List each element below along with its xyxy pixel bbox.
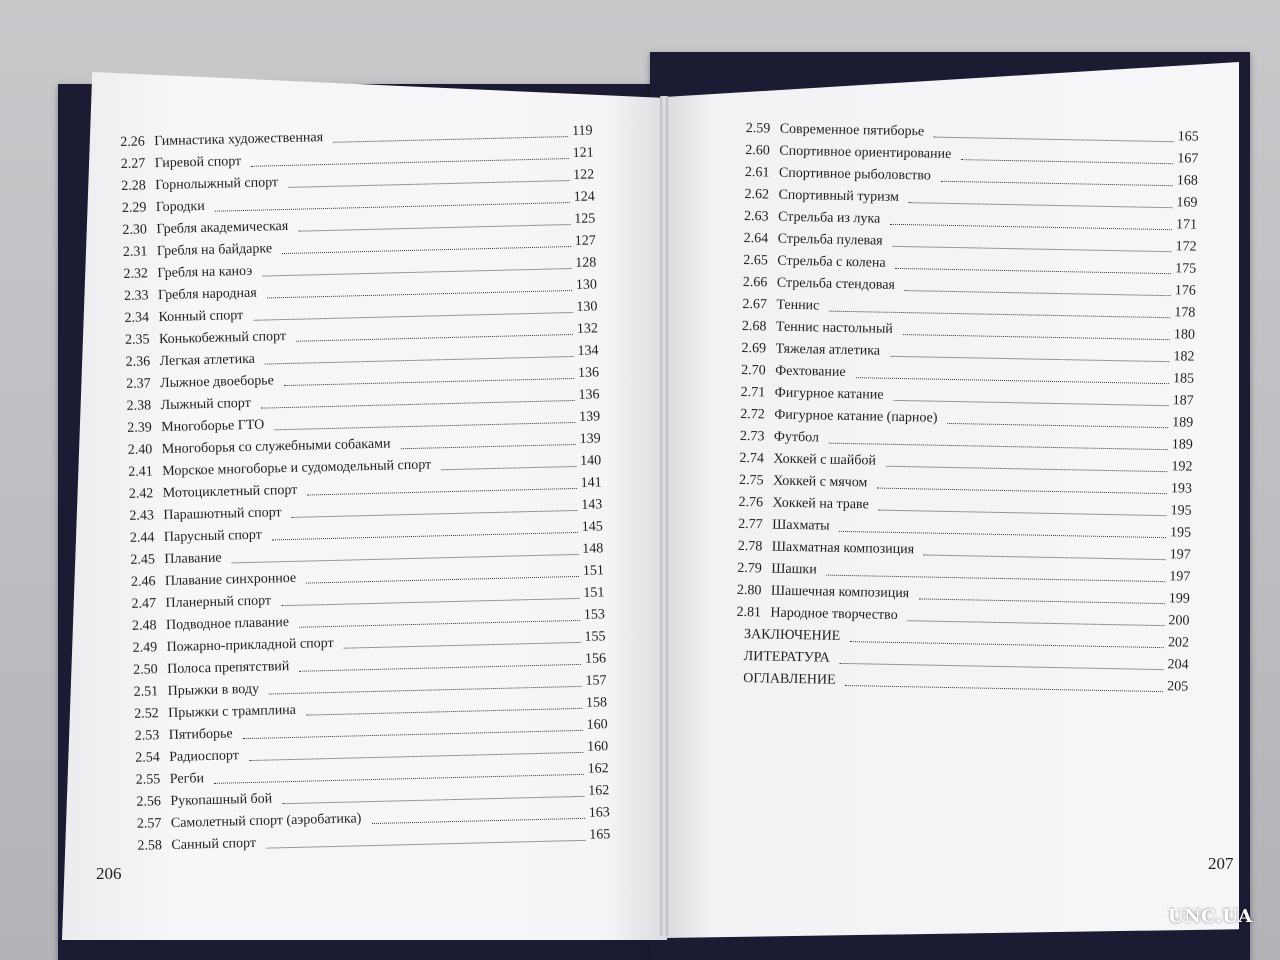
book-spine-gutter — [660, 96, 668, 936]
toc-dot-leader — [886, 466, 1167, 472]
toc-entry-page: 171 — [1175, 217, 1198, 233]
toc-entry-number: 2.27 — [120, 156, 146, 172]
toc-dot-leader — [288, 180, 569, 188]
toc-entry-page: 162 — [587, 761, 609, 777]
toc-dot-leader — [924, 554, 1166, 560]
toc-entry-number: 2.75 — [738, 472, 764, 489]
toc-dot-leader — [441, 466, 576, 470]
toc-entry-page: 178 — [1174, 305, 1196, 321]
toc-entry-label — [129, 505, 288, 524]
toc-entry-label — [127, 417, 270, 435]
toc-entry-number: 2.28 — [121, 178, 147, 194]
toc-entry-title: Полоса препятствий — [166, 659, 290, 678]
toc-entry-title: Городки — [155, 198, 205, 216]
toc-entry-label — [746, 121, 931, 140]
toc-entry-number: 2.33 — [123, 288, 149, 304]
toc-entry-title: Стрельба с колена — [777, 253, 886, 271]
toc-entry-number: 2.70 — [741, 362, 766, 379]
toc-entry-number: 2.64 — [743, 230, 769, 247]
toc-entry-title: Регби — [169, 771, 205, 787]
toc-dot-leader — [829, 443, 1168, 451]
toc-entry-number: 2.36 — [125, 354, 151, 370]
toc-dot-leader — [961, 159, 1173, 164]
toc-entry-page: 160 — [586, 739, 609, 755]
toc-entry-label — [742, 297, 825, 314]
toc-entry-page: 185 — [1172, 371, 1195, 387]
toc-entry-page: 180 — [1173, 327, 1196, 343]
toc-entry-number: 2.76 — [738, 494, 764, 511]
toc-entry-number: 2.78 — [737, 538, 763, 555]
toc-entry-title: Рукопашный бой — [170, 791, 273, 809]
toc-entry-label — [745, 143, 957, 162]
toc-entry-title: Футбол — [773, 429, 820, 446]
toc-entry-title: Легкая атлетика — [159, 351, 256, 370]
toc-entry-label — [740, 429, 825, 446]
toc-entry-title: Стрельба из лука — [777, 209, 881, 227]
toc-dot-leader — [299, 664, 581, 672]
toc-entry-page: 124 — [573, 189, 595, 205]
toc-dot-leader — [934, 137, 1174, 143]
toc-entry-page: 156 — [584, 651, 607, 667]
toc-entry-page: 197 — [1169, 547, 1191, 563]
toc-entry-page: 169 — [1176, 195, 1198, 211]
toc-entry-page: 192 — [1171, 459, 1193, 475]
toc-entry-number: 2.47 — [131, 596, 157, 612]
toc-entry-number: 2.69 — [741, 340, 767, 357]
toc-entry-page: 122 — [573, 167, 595, 183]
toc-entry-title: Шашки — [771, 561, 817, 578]
toc-entry-title: Конный спорт — [158, 308, 244, 326]
toc-entry-number: 2.72 — [740, 406, 765, 423]
toc-dot-leader — [284, 378, 574, 386]
toc-dot-leader — [877, 488, 1167, 495]
toc-entry-page: 189 — [1172, 415, 1194, 431]
toc-entry-page: 160 — [586, 717, 608, 733]
toc-entry-title: Шахматная композиция — [771, 539, 915, 558]
toc-entry-label — [741, 341, 886, 359]
toc-entry-title: Прыжки в воду — [167, 681, 260, 699]
toc-entry-title: Гиревой спорт — [154, 154, 242, 172]
toc-entry-page: 134 — [577, 343, 599, 359]
toc-entry-page: 193 — [1170, 481, 1193, 497]
toc-entry-label — [130, 551, 227, 568]
toc-dot-leader — [850, 641, 1164, 648]
toc-entry-number: 2.26 — [120, 134, 145, 150]
toc-entry-label — [738, 517, 836, 534]
toc-dot-leader — [826, 575, 1165, 583]
toc-entry-label — [126, 373, 280, 392]
toc-dot-leader — [919, 598, 1165, 604]
toc-entry-label — [742, 319, 899, 337]
toc-entry-label — [137, 811, 368, 832]
toc-entry-title: Плавание — [164, 550, 222, 568]
toc-entry-title: Планерный спорт — [165, 593, 272, 612]
toc-entry-label — [125, 329, 292, 348]
toc-entry-label — [736, 627, 847, 644]
toc-entry-page: 172 — [1175, 239, 1197, 255]
toc-entry-label — [129, 483, 304, 502]
toc-entry-label — [124, 308, 249, 326]
toc-entry-label — [136, 771, 211, 788]
toc-left-list — [120, 120, 618, 858]
toc-entry-label — [745, 165, 937, 184]
watermark-text: UNC.UA — [1168, 906, 1253, 927]
toc-entry-page: 128 — [575, 255, 597, 271]
toc-entry-number: 2.52 — [134, 706, 159, 722]
toc-entry-number: 2.65 — [743, 252, 768, 269]
toc-dot-leader — [908, 202, 1172, 208]
toc-entry-page: 195 — [1169, 525, 1192, 541]
toc-entry-number: 2.62 — [744, 186, 770, 203]
toc-entry-label — [134, 682, 266, 700]
toc-entry-number: 2.55 — [135, 772, 161, 788]
toc-entry-page: 162 — [588, 783, 610, 799]
toc-entry-label — [120, 130, 329, 150]
toc-entry-page: 141 — [580, 475, 602, 491]
toc-entry-title: Радиоспорт — [169, 748, 240, 765]
toc-entry-label — [135, 748, 245, 766]
toc-entry-title: Парусный спорт — [163, 527, 262, 546]
toc-entry-label — [121, 154, 248, 172]
toc-entry-number: 2.73 — [739, 428, 765, 445]
toc-entry-label — [740, 407, 943, 426]
toc-entry-number: 2.77 — [738, 516, 763, 533]
toc-dot-leader — [839, 531, 1166, 538]
toc-dot-leader — [941, 181, 1173, 186]
toc-entry-number: 2.37 — [125, 376, 151, 392]
toc-entry-page: 130 — [576, 299, 598, 315]
toc-dot-leader — [299, 620, 580, 628]
toc-entry-number: 2.43 — [129, 508, 155, 524]
toc-entry-page: 205 — [1167, 679, 1189, 695]
toc-entry-number: 2.68 — [741, 318, 767, 335]
toc-entry-number: 2.50 — [132, 662, 158, 678]
toc-entry-page: 204 — [1167, 657, 1189, 673]
toc-entry-page: 136 — [578, 387, 600, 403]
toc-entry-number: 2.32 — [123, 266, 149, 282]
toc-dot-leader — [903, 334, 1170, 340]
toc-entry-title: Хоккей с шайбой — [773, 451, 877, 469]
toc-entry-page: 143 — [581, 497, 603, 513]
toc-entry-label — [743, 253, 892, 271]
toc-entry-title: Гребля академическая — [156, 218, 289, 238]
toc-dot-leader — [298, 224, 570, 232]
toc-dot-leader — [907, 620, 1164, 626]
toc-entry-label — [736, 649, 836, 666]
toc-dot-leader — [840, 663, 1164, 670]
toc-entry-title: Гимнастика художественная — [154, 130, 324, 150]
toc-entry-label — [131, 593, 277, 612]
toc-entry-number: 2.35 — [124, 332, 150, 348]
toc-entry-number: 2.58 — [137, 838, 163, 854]
toc-entry-number: 2.42 — [128, 486, 154, 502]
toc-dot-leader — [895, 268, 1171, 274]
toc-entry-number: 2.51 — [133, 684, 159, 700]
toc-dot-leader — [307, 488, 577, 496]
toc-dot-leader — [291, 510, 577, 518]
toc-dot-leader — [282, 246, 571, 254]
toc-entry-label — [744, 209, 886, 227]
toc-entry-label — [128, 436, 397, 458]
toc-entry-title: ЗАКЛЮЧЕНИЕ — [743, 627, 841, 644]
toc-entry-title: Морское многоборье и судомодельный спорт — [162, 457, 432, 480]
toc-dot-leader — [401, 444, 576, 449]
toc-entry-label — [131, 571, 303, 590]
toc-entry-page: 165 — [1177, 129, 1199, 145]
toc-dot-leader — [878, 510, 1166, 517]
toc-dot-leader — [306, 576, 579, 584]
toc-entry-title: Гребля на байдарке — [156, 241, 273, 260]
toc-entry-page: 189 — [1171, 437, 1193, 453]
toc-entry-page: 151 — [582, 563, 605, 579]
toc-entry-number: 2.80 — [736, 582, 762, 599]
toc-entry-label — [121, 175, 284, 194]
toc-entry-page: 176 — [1174, 283, 1196, 299]
toc-entry-label — [122, 199, 211, 216]
toc-entry-page: 182 — [1173, 349, 1195, 365]
toc-entry-title: Горнолыжный спорт — [155, 175, 279, 194]
toc-dot-leader — [267, 840, 586, 849]
toc-dot-leader — [845, 685, 1163, 692]
toc-entry-page: 121 — [572, 145, 594, 161]
toc-entry-title: Спортивный туризм — [778, 187, 900, 205]
toc-entry-page: 136 — [577, 365, 600, 381]
toc-entry-title: Лыжный спорт — [160, 395, 251, 414]
toc-entry-title: Народное творчество — [770, 605, 898, 624]
toc-entry-title: Пятиборье — [168, 726, 233, 743]
toc-entry-label — [130, 528, 268, 546]
toc-entry-title: Фигурное катание (парное) — [774, 407, 938, 426]
toc-entry-number: 2.45 — [130, 552, 156, 568]
toc-entry-title: Самолетный спорт (аэробатика) — [170, 811, 362, 831]
toc-dot-leader — [890, 224, 1172, 230]
toc-entry-label — [133, 659, 296, 678]
toc-entry-title: Многоборье ГТО — [161, 417, 265, 436]
toc-entry-title: Хоккей на траве — [772, 495, 869, 513]
toc-entry-page: 151 — [583, 585, 605, 601]
toc-dot-leader — [905, 290, 1171, 296]
toc-entry-label — [743, 275, 901, 293]
toc-entry-title: Теннис настольный — [775, 319, 893, 337]
toc-entry-number: 2.56 — [136, 794, 162, 810]
toc-entry-label — [132, 636, 339, 656]
toc-entry-page: 139 — [578, 409, 601, 425]
toc-entry-number: 2.49 — [132, 640, 158, 656]
toc-entry-page: 202 — [1167, 635, 1190, 651]
toc-entry-page: 153 — [583, 607, 606, 623]
toc-entry-title: Гребля народная — [157, 285, 257, 304]
toc-entry-number: 2.48 — [131, 618, 157, 634]
toc-entry-label — [736, 605, 903, 623]
toc-entry-label — [134, 703, 302, 722]
toc-entry-title: Парашютный спорт — [163, 505, 282, 524]
toc-right-list — [735, 118, 1206, 699]
toc-entry-page: 187 — [1172, 393, 1194, 409]
toc-entry-title: Фигурное катание — [774, 385, 884, 403]
toc-entry-title: Гребля на каноэ — [157, 263, 253, 282]
toc-entry-label — [741, 363, 852, 380]
toc-entry-title: ОГЛАВЛЕНИЕ — [743, 671, 836, 688]
toc-entry-label — [125, 352, 261, 370]
toc-entry-label — [123, 264, 258, 282]
toc-entry-title: Подводное плавание — [165, 615, 290, 634]
toc-entry-page: 132 — [576, 321, 599, 337]
toc-entry-number: 2.74 — [739, 450, 765, 467]
toc-entry-label — [739, 451, 882, 469]
toc-entry-label — [737, 561, 823, 578]
toc-entry-number: 2.53 — [134, 728, 160, 744]
toc-entry-title: Фехтование — [775, 363, 846, 380]
toc-entry-number: 2.44 — [129, 530, 155, 546]
toc-entry-page: 119 — [571, 123, 593, 139]
toc-dot-leader — [282, 598, 580, 606]
toc-entry-page: 127 — [574, 233, 596, 249]
toc-entry-title: Теннис — [776, 297, 820, 314]
toc-dot-leader — [947, 423, 1168, 428]
toc-entry-number: 2.29 — [121, 200, 147, 216]
toc-entry-title: Стрельба пулевая — [777, 231, 883, 249]
toc-entry-page: 197 — [1169, 569, 1191, 585]
toc-entry-label — [738, 495, 874, 513]
toc-entry-page: 148 — [582, 541, 604, 557]
toc-entry-label — [123, 241, 278, 260]
toc-entry-page: 163 — [588, 805, 610, 821]
toc-entry-page: 168 — [1176, 173, 1199, 189]
toc-entry-page: 140 — [580, 453, 602, 469]
toc-dot-leader — [333, 136, 568, 143]
toc-entry-number: 2.54 — [135, 750, 160, 766]
toc-entry-number: 2.46 — [130, 574, 156, 590]
toc-entry-title: Шахматы — [772, 517, 830, 534]
toc-entry-label — [738, 539, 921, 557]
toc-entry-page: 175 — [1175, 261, 1197, 277]
toc-entry-page: 158 — [585, 695, 608, 711]
toc-entry-number: 2.81 — [736, 604, 762, 621]
toc-entry-page: 130 — [575, 277, 598, 293]
toc-entry-label — [739, 473, 874, 491]
toc-entry-title: Многоборья со служебными собаками — [161, 436, 391, 458]
toc-dot-leader — [344, 642, 581, 649]
toc-entry-title: Стрельба стендовая — [776, 275, 896, 293]
toc-dot-leader — [829, 311, 1170, 319]
toc-entry-label — [132, 615, 295, 634]
toc-entry-label — [136, 791, 278, 809]
toc-entry-title: Спортивное рыболовство — [778, 165, 932, 184]
toc-entry-title: Санный спорт — [171, 835, 257, 853]
toc-entry-number: 2.38 — [126, 398, 152, 414]
toc-entry-number: 2.63 — [743, 208, 769, 225]
toc-entry-number: 2.41 — [128, 464, 153, 480]
toc-dot-leader — [372, 818, 585, 824]
toc-entry-label — [127, 396, 257, 414]
toc-entry-number: 2.34 — [124, 310, 150, 326]
page-number-left: 206 — [96, 864, 122, 883]
toc-entry-title: ЛИТЕРАТУРА — [743, 649, 830, 666]
toc-entry-title: Тяжелая атлетика — [775, 341, 881, 359]
toc-entry-title: Спортивное ориентирование — [779, 143, 952, 162]
toc-entry-number: 2.61 — [744, 164, 770, 181]
toc-entry-title: Современное пятиборье — [779, 121, 925, 140]
toc-entry-label — [735, 671, 842, 688]
toc-entry-number: 2.39 — [127, 420, 152, 436]
toc-entry-page: 165 — [589, 827, 611, 843]
toc-dot-leader — [890, 356, 1169, 362]
toc-dot-leader — [856, 377, 1169, 384]
toc-entry-number: 2.31 — [122, 244, 148, 260]
toc-entry-number: 2.67 — [742, 296, 768, 313]
toc-entry-page: 155 — [584, 629, 606, 645]
toc-entry-title: Прыжки с трамплина — [168, 702, 297, 721]
toc-entry-number: 2.79 — [737, 560, 762, 577]
toc-entry-page: 200 — [1168, 613, 1190, 629]
toc-entry-title: Хоккей с мячом — [772, 473, 868, 491]
toc-entry-label — [137, 836, 262, 854]
toc-dot-leader — [893, 246, 1172, 252]
toc-entry-label — [737, 583, 916, 601]
toc-entry-page: 195 — [1170, 503, 1192, 519]
toc-entry-title: Мотоциклетный спорт — [162, 482, 298, 502]
toc-entry-label — [741, 385, 890, 403]
toc-entry-page: 199 — [1168, 591, 1190, 607]
toc-entry-title: Лыжное двоеборье — [159, 373, 275, 392]
toc-entry-number: 2.59 — [745, 120, 771, 137]
toc-entry-number: 2.57 — [136, 816, 162, 832]
toc-entry-page: 157 — [585, 673, 607, 689]
toc-dot-leader — [894, 400, 1169, 406]
toc-entry-number: 2.71 — [740, 384, 766, 401]
toc-entry-label — [122, 219, 294, 238]
toc-entry-title: Пожарно-прикладной спорт — [166, 635, 334, 656]
toc-entry-label — [124, 286, 263, 304]
toc-entry-label — [744, 187, 905, 205]
toc-entry-page: 145 — [581, 519, 603, 535]
toc-entry-title: Плавание синхронное — [164, 570, 297, 590]
toc-dot-leader — [306, 708, 582, 716]
toc-entry-title: Конькобежный спорт — [158, 329, 287, 348]
toc-entry-page: 167 — [1177, 151, 1199, 167]
page-number-right: 207 — [1208, 854, 1234, 873]
toc-entry-number: 2.40 — [127, 442, 153, 458]
toc-entry-number: 2.60 — [745, 142, 771, 159]
toc-dot-leader — [296, 334, 573, 342]
toc-entry-title: Шашечная композиция — [770, 583, 910, 602]
toc-entry-page: 139 — [579, 431, 601, 447]
toc-entry-label — [135, 726, 239, 744]
toc-entry-page: 125 — [574, 211, 596, 227]
toc-entry-label — [744, 231, 889, 249]
toc-entry-number: 2.30 — [122, 222, 148, 238]
toc-entry-number: 2.66 — [742, 274, 768, 291]
